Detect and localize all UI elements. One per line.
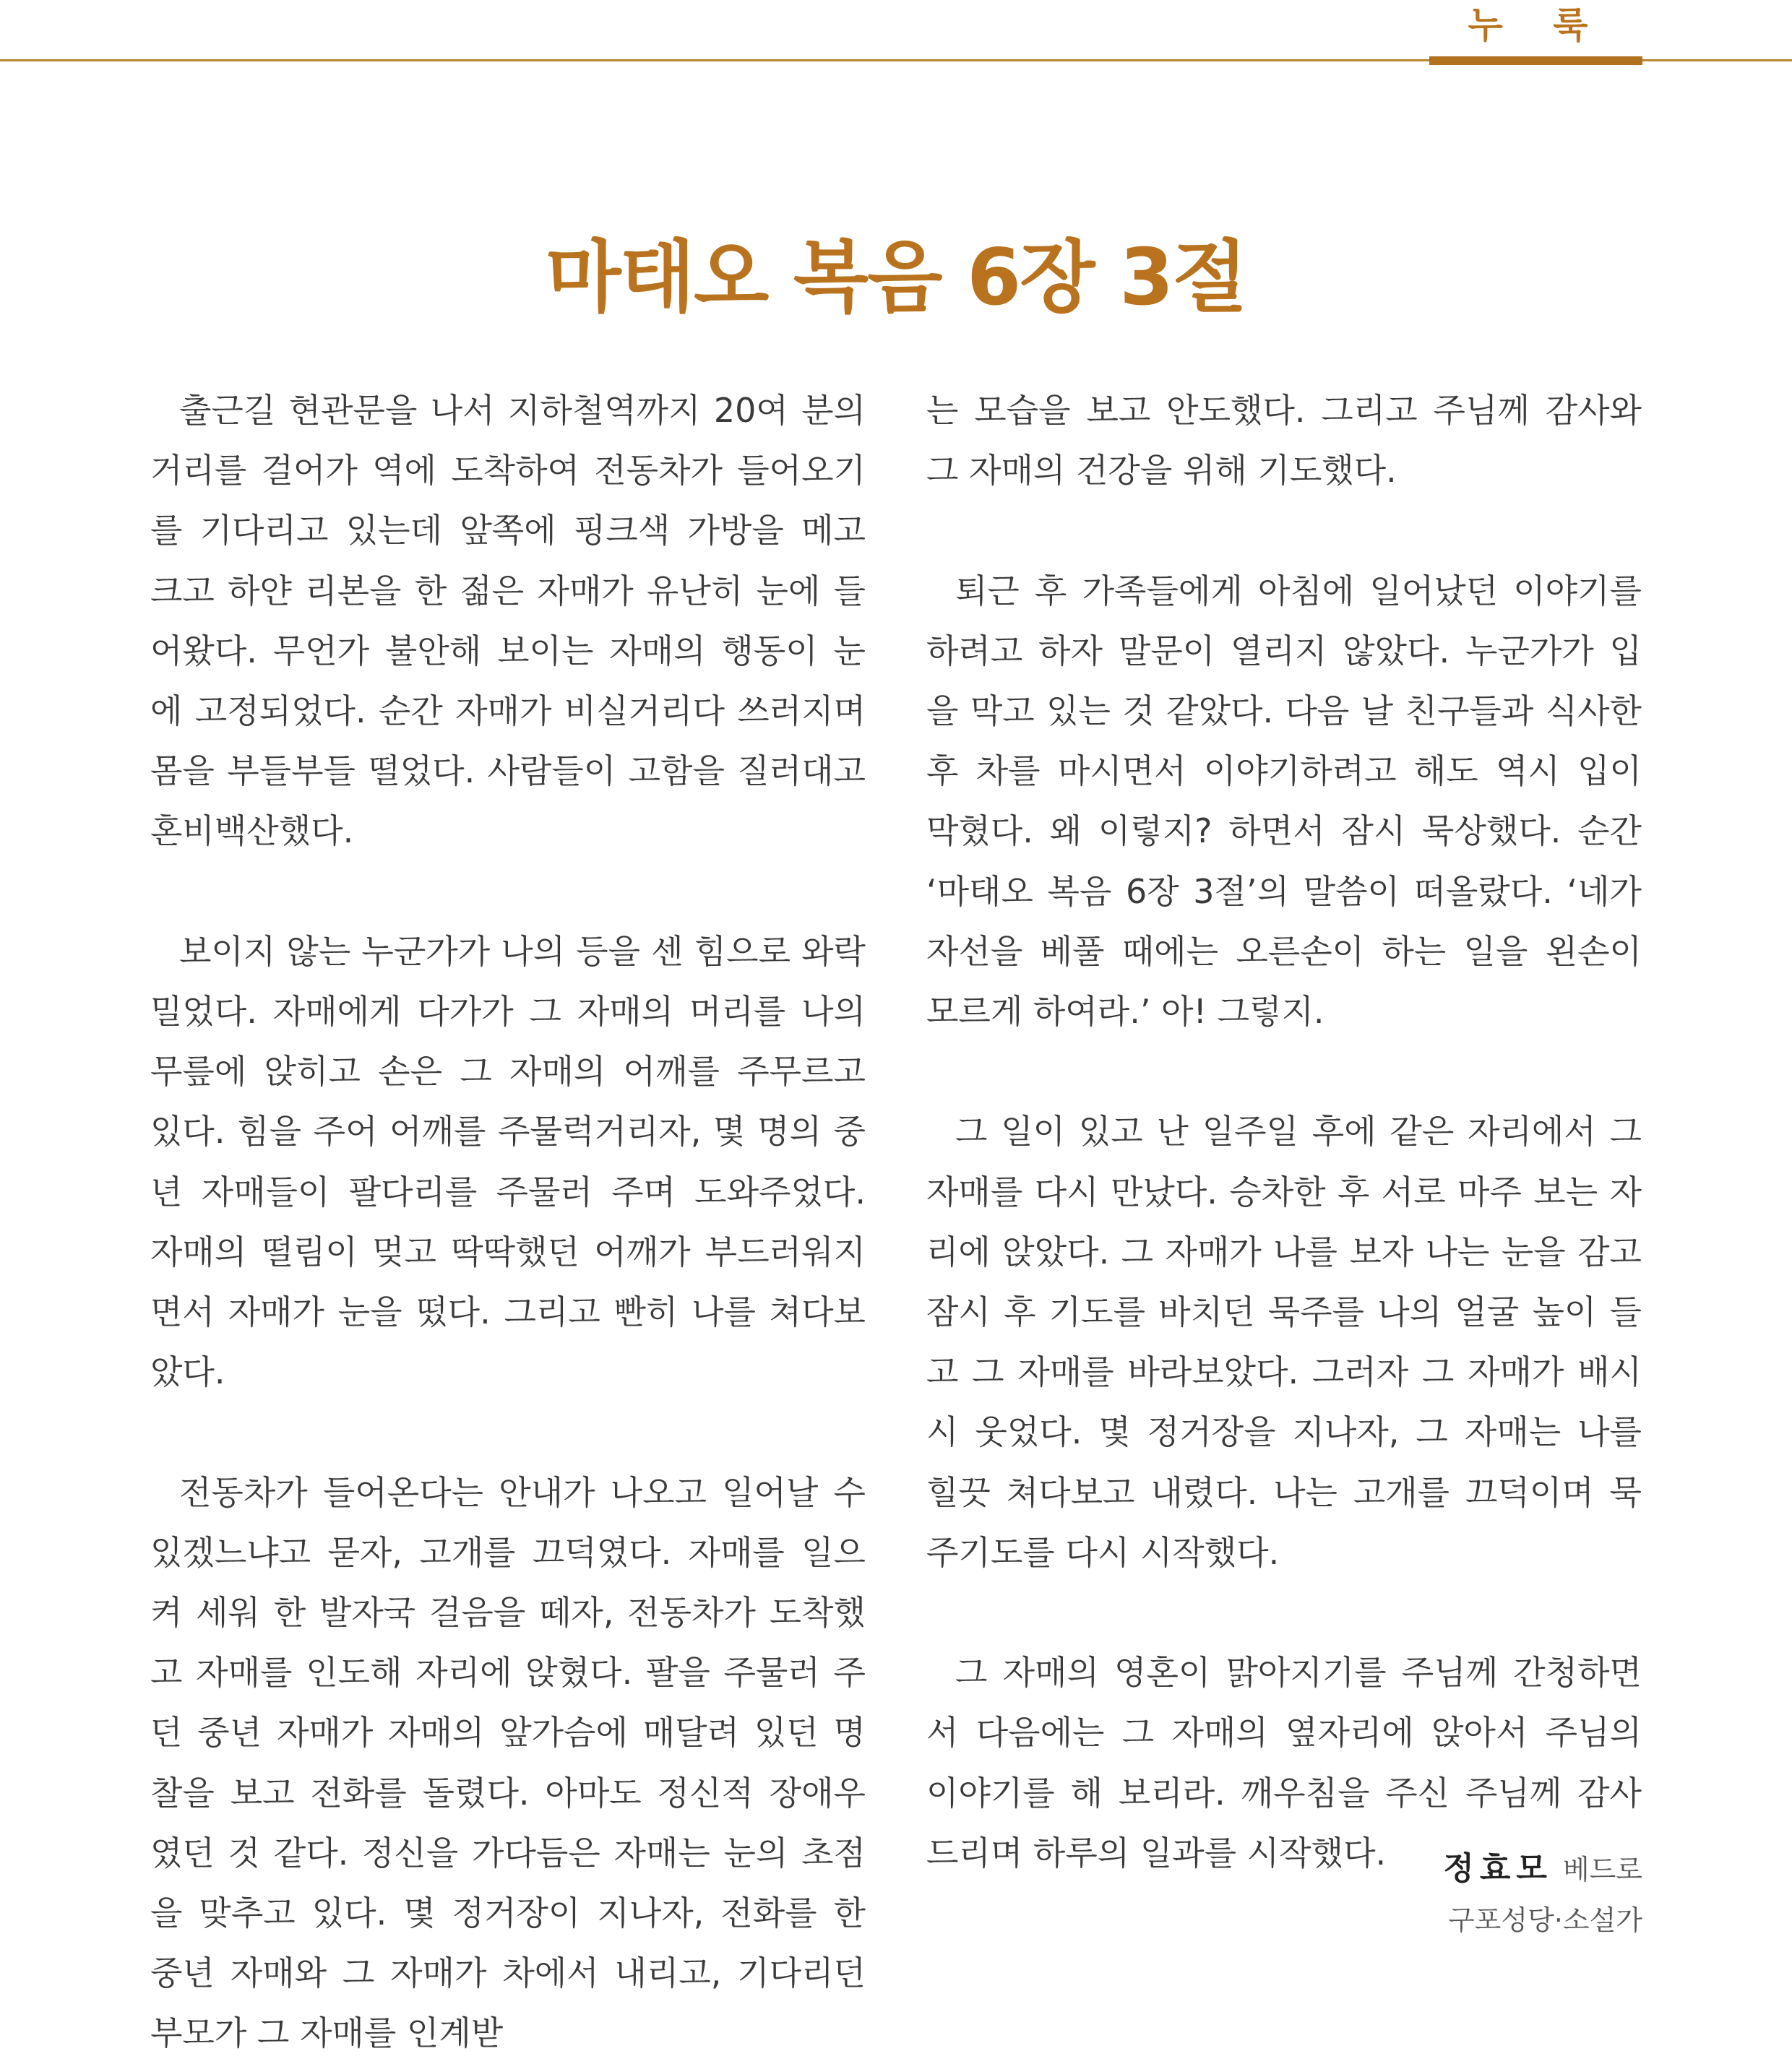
- paragraph-gap: [150, 862, 866, 922]
- paragraph: 출근길 현관문을 나서 지하철역까지 20여 분의 거리를 걸어가 역에 도착하여 전동차가 들어오기를 기다리고 있는데 앞쪽에 핑크색 가방을 메고 크고 하얀 리본을 한 젊은 자매가 유난히 눈에 들어왔다. 무언가 불안해 보이는 자매의 행동이 눈에 고정되었다. 순간 자매가 비실거리다 쓰러지며 몸을 부들부들 떨었다. 사람들이 고함을 질러대고 혼비백산했다.: [150, 391, 866, 851]
- paragraph-gap: [926, 1583, 1642, 1643]
- paragraph: 보이지 않는 누군가가 나의 등을 센 힘으로 와락 밀었다. 자매에게 다가가 그 자매의 머리를 나의 무릎에 앉히고 손은 그 자매의 어깨를 주무르고 있다. 힘을 주어 어깨를 주물럭거리자, 몇 명의 중년 자매들이 팔다리를 주물러 주며 도와주었다. 자매의 떨림이 멎고 딱딱했던 어깨가 부드러워지면서 자매가 눈을 떴다. 그리고 빤히 나를 쳐다보았다.: [150, 931, 866, 1392]
- paragraph-continued: 는 모습을 보고 안도했다. 그리고 주님께 감사와 그 자매의 건강을 위해 기도했다.: [926, 391, 1642, 491]
- section-label: 누 룩: [1468, 4, 1607, 46]
- article-title: 마태오 복음 6장 3절: [546, 233, 1246, 324]
- paragraph-gap: [926, 501, 1642, 561]
- paragraph: 그 일이 있고 난 일주일 후에 같은 자리에서 그 자매를 다시 만났다. 승차한 후 서로 마주 보는 자리에 앉았다. 그 자매가 나를 보자 나는 눈을 감고 잠시 후 기도를 바치던 묵주를 나의 얼굴 높이 들고 그 자매를 바라보았다. 그러자 그 자매가 배시시 웃었다. 몇 정거장을 지나자, 그 자매는 나를 힐끗 쳐다보고 내렸다. 나는 고개를 끄덕이며 묵주기도를 다시 시작했다.: [926, 1112, 1642, 1572]
- right-column: [926, 381, 1642, 1883]
- paragraph: 전동차가 들어온다는 안내가 나오고 일어날 수 있겠느냐고 묻자, 고개를 끄덕였다. 자매를 일으켜 세워 한 발자국 걸음을 떼자, 전동차가 도착했고 자매를 인도해 자리에 앉혔다. 팔을 주물러 주던 중년 자매가 자매의 앞가슴에 매달려 있던 명찰을 보고 전화를 돌렸다. 아마도 정신적 장애우였던 것 같다. 정신을 가다듬은 자매는 눈의 초점을 맞추고 있다. 몇 정거장이 지나자, 전화를 한 중년 자매와 그 자매가 차에서 내리고, 기다리던 부모가 그 자매를 인계받: [150, 1472, 866, 2053]
- paragraph: 그 자매의 영혼이 맑아지기를 주님께 간청하면서 다음에는 그 자매의 옆자리에 앉아서 주님의 이야기를 해 보리라. 깨우침을 주신 주님께 감사드리며 하루의 일과를 시작했다.: [926, 1653, 1642, 1873]
- paragraph-gap: [150, 1402, 866, 1462]
- author-baptismal-name: 베드로: [1562, 1854, 1642, 1886]
- author-affiliation: 구포성당·소설가: [1447, 1904, 1642, 1936]
- author-name: 정효모: [1443, 1850, 1553, 1887]
- paragraph: 퇴근 후 가족들에게 아침에 일어났던 이야기를 하려고 하자 말문이 열리지 않았다. 누군가가 입을 막고 있는 것 같았다. 다음 날 친구들과 식사한 후 차를 마시면서 이야기하려고 해도 역시 입이 막혔다. 왜 이렇지? 하면서 잠시 묵상했다. 순간 ‘마태오 복음 6장 3절’의 말씀이 떠올랐다. ‘네가 자선을 베풀 때에는 오른손이 하는 일을 왼손이 모르게 하여라.’ 아! 그렇지.: [926, 571, 1642, 1032]
- section-label-underline: [1429, 56, 1642, 65]
- left-column: [150, 381, 866, 2064]
- paragraph-gap: [926, 1042, 1642, 1102]
- author-byline: [1443, 1847, 1642, 1891]
